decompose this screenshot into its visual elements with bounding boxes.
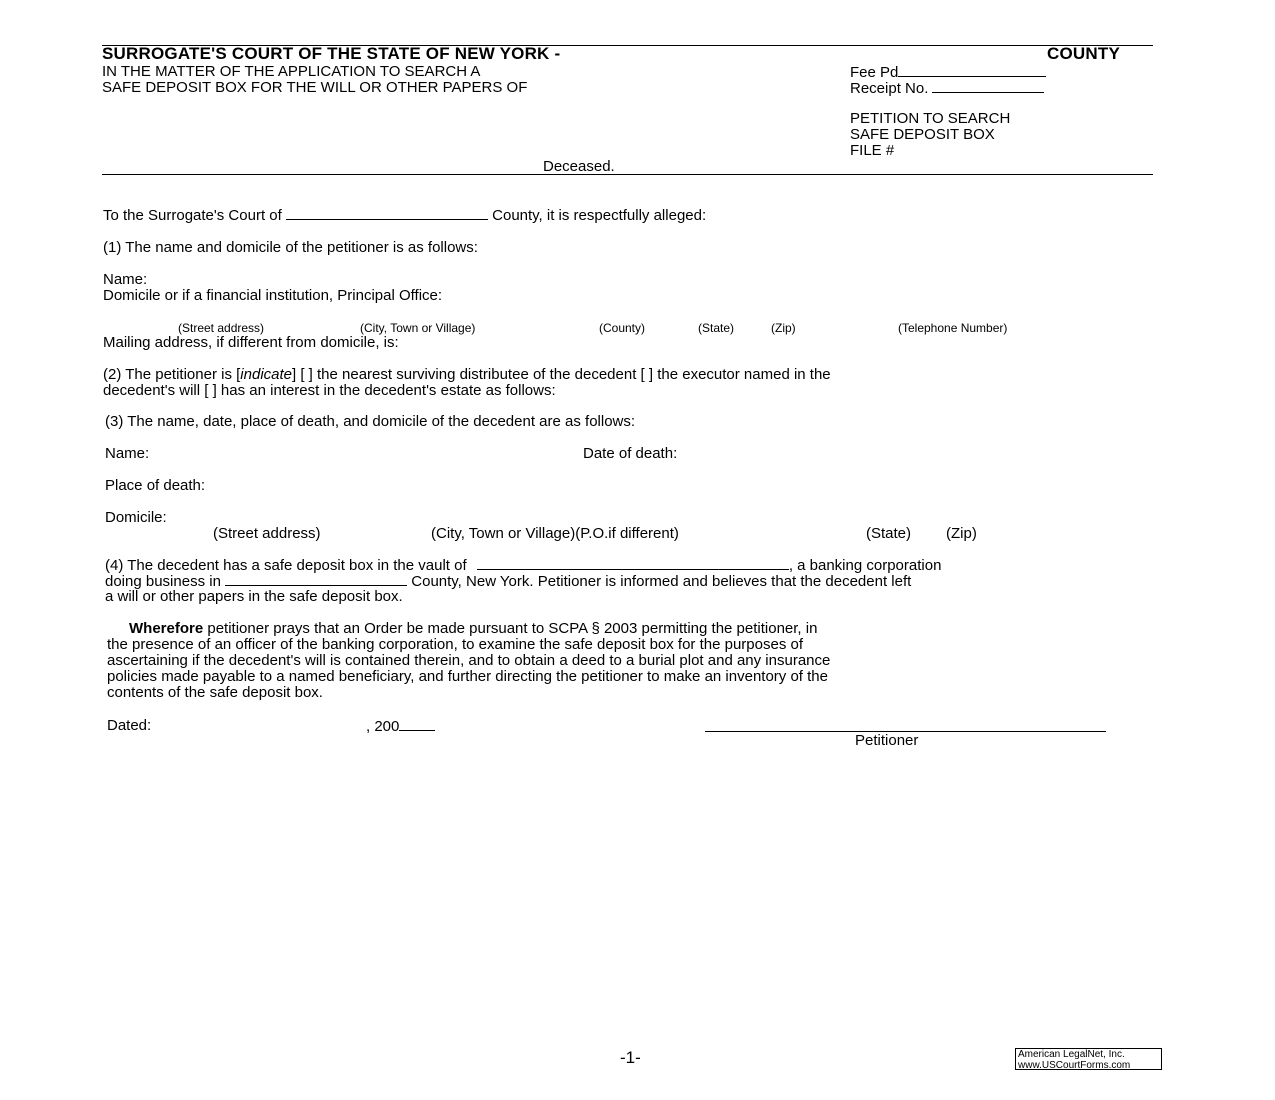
intro-line	[103, 207, 706, 224]
wherefore-line-4: policies made payable to a named beneficiary, and further directing the petitioner to make an inventory of the	[107, 668, 828, 685]
intro-prefix: To the Surrogate's Court of	[103, 207, 282, 224]
dated-label: Dated:	[107, 717, 152, 734]
petitioner-name-label: Name:	[103, 271, 148, 288]
sub-label-zip: (Zip)	[771, 321, 796, 335]
wherefore-bold: Wherefore	[129, 620, 204, 637]
year-prefix: , 200	[366, 718, 400, 735]
receipt-number-label: Receipt No.	[850, 80, 929, 97]
item-3-text: (3) The name, date, place of death, and domicile of the decedent are as follows:	[105, 413, 636, 430]
place-of-death-label: Place of death:	[105, 477, 206, 494]
decedent-sub-city: (City, Town or Village)(P.O.if different)	[431, 525, 679, 542]
intro-suffix: County, it is respectfully alleged:	[492, 207, 707, 224]
decedent-domicile-label: Domicile:	[105, 509, 167, 526]
receipt-number-field[interactable]	[850, 80, 1044, 97]
publisher-name: American LegalNet, Inc.	[1018, 1049, 1125, 1060]
wherefore-line-2: the presence of an officer of the banking corporation, to examine the safe deposit box for the purposes of	[107, 636, 803, 653]
publisher-stamp	[1015, 1048, 1162, 1070]
item-2-prefix: (2) The petitioner is [	[103, 366, 241, 383]
receipt-number-blank[interactable]	[932, 80, 1044, 93]
decedent-sub-state: (State)	[866, 525, 912, 542]
wherefore-text-1: petitioner prays that an Order be made pursuant to SCPA § 2003 permitting the petitioner, in	[203, 620, 818, 637]
deceased-label: Deceased.	[543, 158, 615, 175]
petition-title-line-1: PETITION TO SEARCH	[850, 110, 1011, 127]
fee-paid-field[interactable]	[850, 64, 1046, 81]
sub-label-county: (County)	[599, 321, 646, 335]
dated-year-field[interactable]	[366, 718, 435, 735]
fee-paid-blank[interactable]	[898, 64, 1046, 77]
matter-line-2: SAFE DEPOSIT BOX FOR THE WILL OR OTHER PAPERS OF	[102, 79, 528, 96]
file-number-label: FILE #	[850, 142, 895, 159]
item-2-line-1	[103, 367, 831, 383]
wherefore-line-1	[129, 621, 817, 637]
publisher-website: www.USCourtForms.com	[1018, 1060, 1131, 1071]
court-title: SURROGATE'S COURT OF THE STATE OF NEW YORK -	[102, 44, 561, 63]
petitioner-domicile-label: Domicile or if a financial institution, Principal Office:	[103, 287, 443, 304]
fee-paid-label: Fee Pd	[850, 64, 899, 81]
court-county-blank[interactable]	[286, 207, 488, 220]
mailing-address-label: Mailing address, if different from domicile, is:	[103, 334, 399, 351]
year-blank[interactable]	[399, 718, 435, 731]
sub-label-street: (Street address)	[178, 321, 265, 335]
decedent-sub-zip: (Zip)	[946, 525, 977, 542]
item-4-vault-text: (4) The decedent has a safe deposit box in the vault of	[105, 557, 467, 574]
item-2-line-2: decedent's will [ ] has an interest in the decedent's estate as follows:	[103, 382, 556, 399]
wherefore-line-5: contents of the safe deposit box.	[107, 684, 323, 701]
sub-label-city: (City, Town or Village)	[360, 321, 476, 335]
business-county-blank[interactable]	[225, 573, 407, 586]
item-2-indicate: indicate	[240, 366, 292, 383]
petition-title-line-2: SAFE DEPOSIT BOX	[850, 126, 995, 143]
petitioner-label: Petitioner	[855, 732, 919, 749]
decedent-name-label: Name:	[105, 445, 150, 462]
item-4-business-text: doing business in	[105, 573, 221, 590]
item-1-text: (1) The name and domicile of the petitioner is as follows:	[103, 239, 478, 256]
sub-label-state: (State)	[698, 321, 735, 335]
item-4-county-text: County, New York. Petitioner is informed and believes that the decedent left	[411, 573, 912, 590]
header-bottom-rule	[102, 174, 1153, 175]
item-4-banking-text: , a banking corporation	[788, 557, 942, 574]
item-4-line-1	[105, 557, 941, 574]
date-of-death-label: Date of death:	[583, 445, 678, 462]
item-4-line-3: a will or other papers in the safe deposit box.	[105, 588, 403, 605]
county-label: COUNTY	[1047, 44, 1120, 63]
sub-label-phone: (Telephone Number)	[898, 321, 1008, 335]
wherefore-line-3: ascertaining if the decedent's will is contained therein, and to obtain a deed to a burial plot and any insurance	[107, 652, 831, 669]
matter-line-1: IN THE MATTER OF THE APPLICATION TO SEARCH A	[102, 63, 481, 80]
item-2-options: ] [ ] the nearest surviving distributee of the decedent [ ] the executor named in the	[292, 366, 831, 383]
bank-name-blank[interactable]	[477, 557, 789, 570]
page-number: -1-	[620, 1048, 641, 1067]
decedent-sub-street: (Street address)	[213, 525, 321, 542]
